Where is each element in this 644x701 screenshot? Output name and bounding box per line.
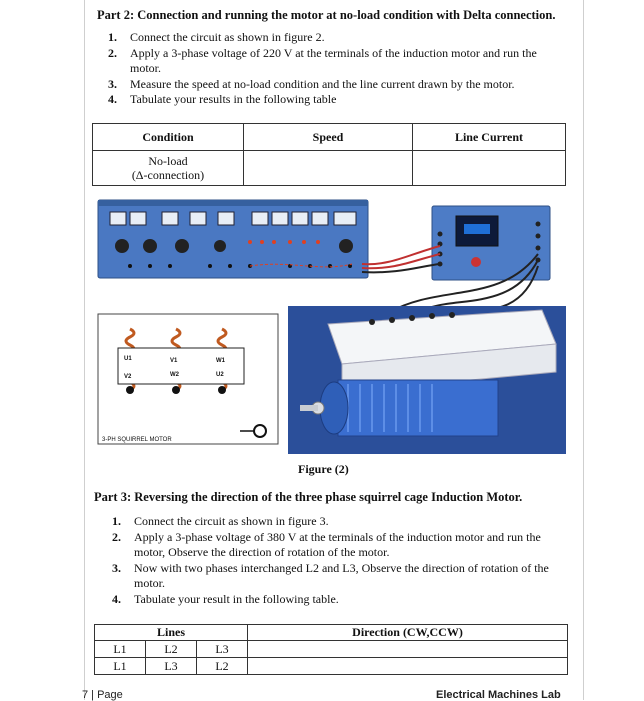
header-lines: Lines [95,625,248,641]
page-margin-right [583,0,584,700]
terminal-label: V1 [170,358,178,364]
header-condition: Condition [93,124,244,151]
terminal-label: V2 [124,374,132,380]
direction-cell[interactable] [248,658,568,675]
part3-steps [112,514,564,607]
table-row: L1 L2 L3 [95,641,568,658]
part2-step: 2. Apply a 3-phase voltage of 220 V at the terminals of the induction motor and run the motor. [108,45,537,75]
part2-step: 4. Tabulate your results in the following table [108,92,337,106]
terminal-label: W1 [216,358,225,364]
header-direction: Direction (CW,CCW) [248,625,568,641]
line-current-cell[interactable] [413,151,566,186]
terminal-label: U1 [124,356,132,362]
speed-cell[interactable] [244,151,413,186]
footer-lab-name: Electrical Machines Lab [436,689,561,701]
results-table-part2 [92,123,566,186]
figure-caption: Figure (2) [298,462,349,476]
results-table-part3 [94,624,568,675]
part2-step: 1. Connect the circuit as shown in figure 2. [108,30,325,44]
table-row: L1 L3 L2 [95,658,568,675]
direction-cell[interactable] [248,641,568,658]
ground-icon [254,425,266,437]
part2-steps [108,30,568,108]
table-row [93,151,566,186]
table-header-row [95,625,568,641]
terminal-label: W2 [170,372,179,378]
part3-step: 4. Tabulate your result in the following table. [112,591,339,606]
part3-heading: Part 3: Reversing the direction of the three phase squirrel cage Induction Motor. [94,490,523,504]
part2-step: 3. Measure the speed at no-load condition and the line current drawn by the motor. [108,76,515,91]
terminal-label: U2 [216,372,224,378]
header-line-current: Line Current [413,124,566,151]
figure-2-image [90,194,566,454]
part3-step: 3. Now with two phases interchanged L2 and L3, Observe the direction of rotation of the motor. [112,560,549,590]
page-number: 7 | Page [82,689,123,701]
header-speed: Speed [244,124,413,151]
part2-heading: Part 2: Connection and running the motor at no-load condition with Delta connection. [97,8,556,22]
motor-label: 3-PH SQUIRREL MOTOR [102,437,172,443]
page-margin-left [84,0,85,700]
table-header-row [93,124,566,151]
condition-cell: No-load (Δ-connection) [93,151,244,186]
part3-step: 2. Apply a 3-phase voltage of 380 V at the terminals of the induction motor and run the motor, Observe the direction of rotation of the motor. [112,529,541,559]
part3-step: 1. Connect the circuit as shown in figure 3. [112,514,329,528]
